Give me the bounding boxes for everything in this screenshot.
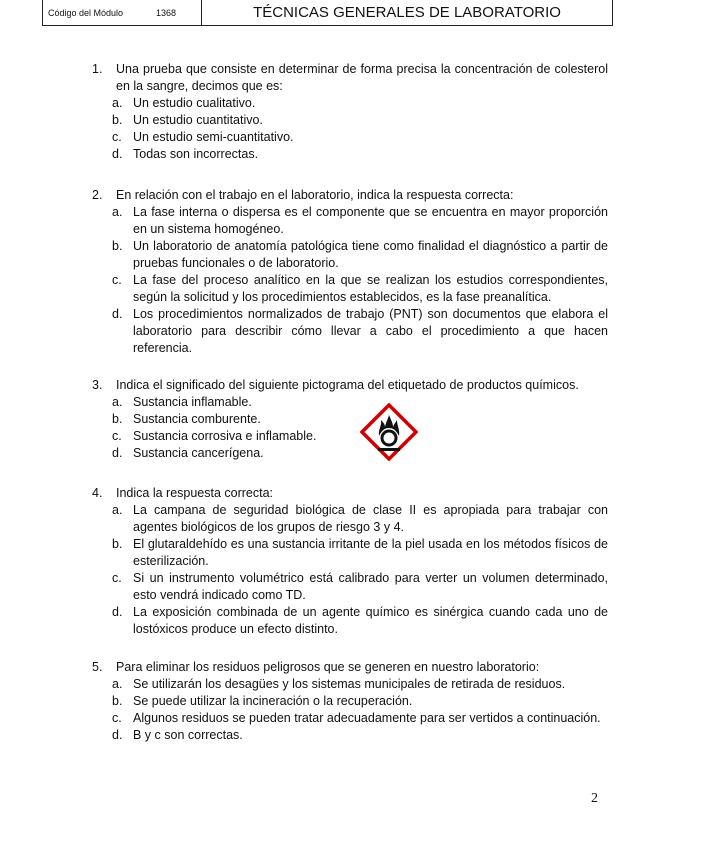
option-letter: d. bbox=[112, 307, 123, 321]
question-text: Una prueba que consiste en determinar de forma precisa la concentración de colesterol en la sangre, decimos que es: bbox=[116, 62, 608, 93]
question-3 bbox=[92, 377, 608, 462]
option-text: Se puede utilizar la incineración o la recuperación. bbox=[133, 694, 413, 708]
option-text: Un laboratorio de anatomía patológica tiene como finalidad el diagnóstico a partir de pruebas funcionales o de laboratorio. bbox=[133, 239, 608, 270]
option-text: Un estudio cuantitativo. bbox=[133, 113, 263, 127]
oxidizing-flame-over-circle-icon bbox=[360, 403, 418, 461]
option-c[interactable] bbox=[112, 129, 608, 146]
option-text: El glutaraldehído es una sustancia irritante de la piel usada en los métodos físicos de esterilización. bbox=[133, 537, 608, 568]
question-number: 2. bbox=[92, 188, 103, 202]
option-letter: d. bbox=[112, 446, 123, 460]
option-d[interactable] bbox=[112, 604, 608, 638]
option-letter: a. bbox=[112, 677, 123, 691]
question-number: 3. bbox=[92, 378, 103, 392]
option-letter: a. bbox=[112, 96, 123, 110]
option-text: Los procedimientos normalizados de trabajo (PNT) son documentos que elabora el laboratorio para describir cómo llevar a cabo el procedimiento a que hacen referencia. bbox=[133, 307, 608, 355]
question-2 bbox=[92, 187, 608, 357]
question-number: 4. bbox=[92, 486, 103, 500]
question-1 bbox=[92, 61, 608, 163]
option-letter: d. bbox=[112, 728, 123, 742]
option-text: La campana de seguridad biológica de clase II es apropiada para trabajar con agentes biológicos de los grupos de riesgo 3 y 4. bbox=[133, 503, 608, 534]
question-4 bbox=[92, 485, 608, 638]
option-c[interactable] bbox=[112, 272, 608, 306]
option-text: B y c son correctas. bbox=[133, 728, 243, 742]
option-d[interactable] bbox=[112, 306, 608, 357]
question-text: En relación con el trabajo en el laboratorio, indica la respuesta correcta: bbox=[116, 188, 514, 202]
option-c[interactable] bbox=[112, 570, 608, 604]
option-b[interactable] bbox=[112, 238, 608, 272]
option-letter: c. bbox=[112, 130, 122, 144]
question-text: Para eliminar los residuos peligrosos que se generen en nuestro laboratorio: bbox=[116, 660, 540, 674]
option-a[interactable] bbox=[112, 95, 608, 112]
option-b[interactable] bbox=[112, 693, 608, 710]
option-text: Si un instrumento volumétrico está calibrado para verter un volumen determinado, esto vendrá indicado como TD. bbox=[133, 571, 608, 602]
option-text: Sustancia comburente. bbox=[133, 412, 261, 426]
option-letter: b. bbox=[112, 537, 123, 551]
option-letter: d. bbox=[112, 147, 123, 161]
option-letter: b. bbox=[112, 412, 123, 426]
option-a[interactable] bbox=[112, 676, 608, 693]
option-a[interactable] bbox=[112, 502, 608, 536]
option-letter: c. bbox=[112, 429, 122, 443]
question-number: 5. bbox=[92, 660, 103, 674]
option-letter: c. bbox=[112, 571, 122, 585]
option-letter: a. bbox=[112, 503, 123, 517]
option-letter: b. bbox=[112, 113, 123, 127]
option-letter: d. bbox=[112, 605, 123, 619]
option-d[interactable] bbox=[112, 146, 608, 163]
option-a[interactable] bbox=[112, 204, 608, 238]
option-d[interactable] bbox=[112, 727, 608, 744]
option-text: Algunos residuos se pueden tratar adecuadamente para ser vertidos a continuación. bbox=[133, 711, 601, 725]
module-code-label: Código del Módulo bbox=[48, 7, 124, 18]
option-text: Se utilizarán los desagües y los sistemas municipales de retirada de residuos. bbox=[133, 677, 566, 691]
option-text: La exposición combinada de un agente químico es sinérgica cuando cada uno de lostóxicos produce un efecto distinto. bbox=[133, 605, 608, 636]
page-number: 2 bbox=[591, 791, 598, 806]
option-text: Sustancia corrosiva e inflamable. bbox=[133, 429, 317, 443]
question-text: Indica la respuesta correcta: bbox=[116, 486, 274, 500]
option-letter: a. bbox=[112, 205, 123, 219]
pictogram-base-line bbox=[378, 448, 400, 451]
module-header bbox=[42, 0, 613, 26]
question-number: 1. bbox=[92, 62, 103, 76]
option-text: Sustancia cancerígena. bbox=[133, 446, 264, 460]
module-code-value: 1368 bbox=[156, 0, 202, 25]
option-text: Un estudio cualitativo. bbox=[133, 96, 256, 110]
question-5 bbox=[92, 659, 608, 744]
option-text: La fase del proceso analítico en la que se realizan los estudios correspondientes, según la solicitud y los procedimientos establecidos, es la fase preanalítica. bbox=[133, 273, 608, 304]
module-title: TÉCNICAS GENERALES DE LABORATORIO bbox=[253, 4, 561, 21]
option-letter: b. bbox=[112, 694, 123, 708]
question-text: Indica el significado del siguiente pictograma del etiquetado de productos químicos. bbox=[116, 378, 579, 392]
option-letter: c. bbox=[112, 711, 122, 725]
option-c[interactable] bbox=[112, 710, 608, 727]
option-b[interactable] bbox=[112, 112, 608, 129]
option-letter: b. bbox=[112, 239, 123, 253]
option-text: Todas son incorrectas. bbox=[133, 147, 259, 161]
option-text: La fase interna o dispersa es el componente que se encuentra en mayor proporción en un sistema homogéneo. bbox=[133, 205, 608, 236]
option-text: Sustancia inflamable. bbox=[133, 395, 252, 409]
option-letter: a. bbox=[112, 395, 123, 409]
option-text: Un estudio semi-cuantitativo. bbox=[133, 130, 294, 144]
option-letter: c. bbox=[112, 273, 122, 287]
option-b[interactable] bbox=[112, 536, 608, 570]
